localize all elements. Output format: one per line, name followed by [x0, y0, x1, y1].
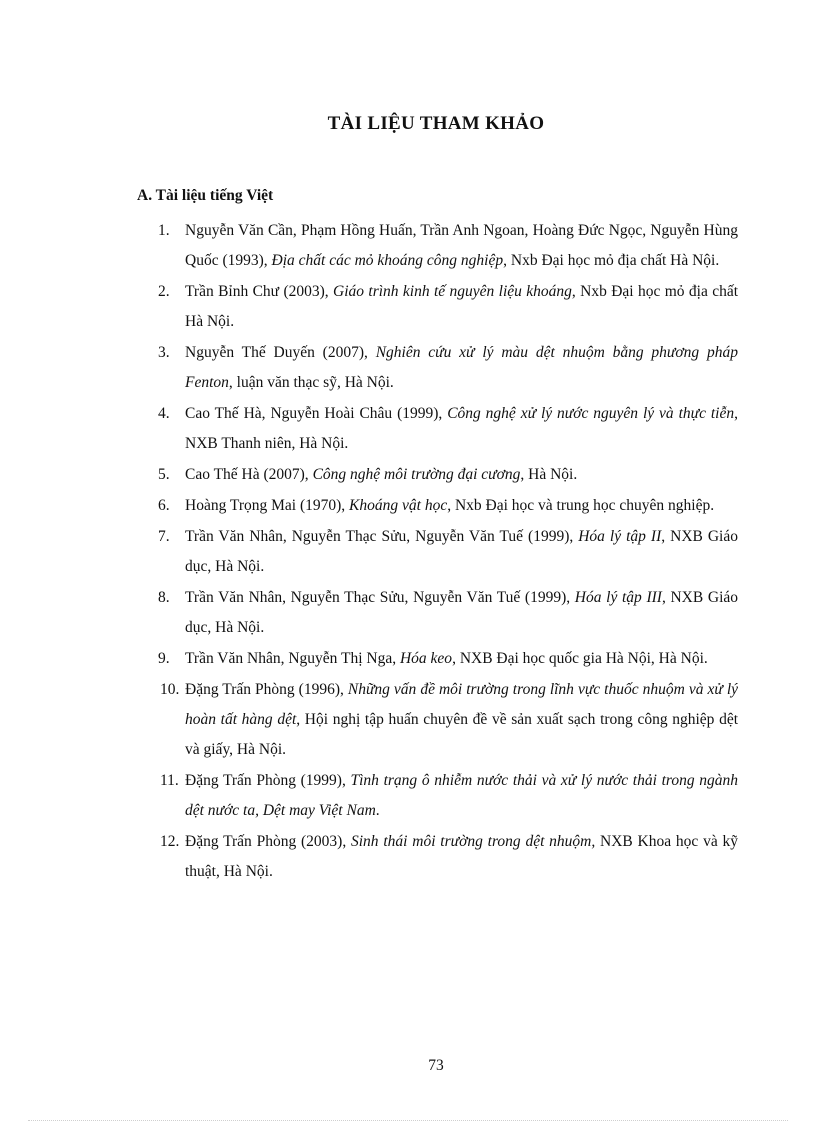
reference-title: Khoáng vật học	[349, 497, 448, 514]
reference-publisher: , NXB Đại học quốc gia Hà Nội, Hà Nội.	[452, 650, 708, 667]
reference-item	[0, 399, 738, 459]
reference-authors: Trần Bỉnh Chư (2003),	[185, 283, 334, 300]
reference-number: 8.	[158, 589, 170, 606]
reference-title: Sinh thái môi trường trong dệt nhuộm,	[351, 833, 596, 850]
reference-authors: Nguyễn Văn Cần, Phạm Hồng Huấn, Trần Anh Ngoan, Hoàng Đức Ngọc, Nguyễn Hùng Quốc (1993),	[185, 222, 738, 269]
reference-authors: Cao Thế Hà, Nguyễn Hoài Châu (1999),	[185, 405, 448, 422]
reference-number: 6.	[158, 497, 170, 514]
reference-publisher: , NXB Giáo dục, Hà Nội.	[185, 589, 739, 636]
reference-authors: Trần Văn Nhân, Nguyễn Thạc Sửu, Nguyễn Văn Tuế (1999),	[185, 589, 575, 606]
reference-list	[0, 216, 816, 888]
reference-title: Hóa keo	[399, 650, 453, 667]
page-number: 73	[428, 1057, 444, 1074]
reference-title: Hóa lý tập III	[574, 589, 662, 606]
reference-authors: Trần Văn Nhân, Nguyễn Thị Nga,	[185, 650, 400, 667]
reference-number: 5.	[158, 466, 170, 483]
reference-item	[0, 766, 738, 826]
reference-title: Nghiên cứu xử lý màu dệt nhuộm bằng phương pháp Fenton	[185, 344, 738, 391]
reference-item	[0, 583, 738, 643]
reference-number: 10.	[160, 681, 180, 698]
reference-number: 1.	[158, 222, 170, 239]
reference-publisher: NXB Khoa học và kỹ thuật, Hà Nội.	[185, 833, 739, 880]
reference-number: 12.	[160, 833, 180, 850]
section-heading-a: A. Tài liệu tiếng Việt	[137, 187, 274, 204]
reference-item	[0, 277, 738, 337]
reference-item	[0, 460, 738, 490]
reference-publisher: , Hà Nội.	[520, 466, 578, 483]
reference-title: Địa chất các mỏ khoáng công nghiệp	[271, 252, 504, 269]
reference-publisher: , Hội nghị tập huấn chuyên đề về sản xuất sạch trong công nghiệp dệt và giấy, Hà Nội.	[185, 711, 739, 758]
reference-number: 2.	[158, 283, 170, 300]
reference-authors: Đặng Trấn Phòng (1999),	[185, 772, 351, 789]
reference-publisher: , NXB Giáo dục, Hà Nội.	[185, 528, 738, 575]
reference-number: 7.	[158, 528, 170, 545]
reference-title: Công nghệ môi trường đại cương	[312, 466, 521, 483]
reference-publisher: , Nxb Đại học mỏ địa chất Hà Nội.	[503, 252, 720, 269]
reference-authors: Cao Thế Hà (2007),	[185, 466, 313, 483]
footer-divider	[28, 1120, 788, 1121]
reference-item	[0, 216, 738, 276]
reference-authors: Nguyễn Thế Duyến (2007),	[185, 344, 376, 361]
reference-publisher: .	[375, 802, 380, 819]
reference-item	[0, 675, 738, 765]
reference-title: Tình trạng ô nhiễm nước thải và xử lý nước thải trong ngành dệt nước ta, Dệt may Việt Nam	[185, 772, 738, 819]
reference-authors: Đặng Trấn Phòng (2003),	[185, 833, 351, 850]
reference-title: Công nghệ xử lý nước nguyên lý và thực tiễn	[447, 405, 735, 422]
reference-publisher: , NXB Thanh niên, Hà Nội.	[185, 405, 738, 452]
reference-authors: Trần Văn Nhân, Nguyễn Thạc Sửu, Nguyễn Văn Tuế (1999),	[185, 528, 579, 545]
reference-number: 4.	[158, 405, 170, 422]
reference-item	[0, 827, 738, 887]
reference-item	[0, 644, 738, 674]
reference-item	[0, 522, 738, 582]
reference-title: Hóa lý tập II	[578, 528, 662, 545]
reference-authors: Đặng Trấn Phòng (1996),	[185, 681, 348, 698]
reference-publisher: , Nxb Đại học mỏ địa chất Hà Nội.	[185, 283, 739, 330]
reference-number: 9.	[158, 650, 170, 667]
reference-authors: Hoàng Trọng Mai (1970),	[185, 497, 350, 514]
reference-number: 11.	[160, 772, 179, 789]
reference-number: 3.	[158, 344, 170, 361]
reference-publisher: , luận văn thạc sỹ, Hà Nội.	[228, 374, 394, 391]
reference-title: Những vấn đề môi trường trong lĩnh vực thuốc nhuộm và xử lý hoàn tất hàng dệt	[185, 681, 738, 728]
reference-item	[0, 491, 738, 521]
reference-item	[0, 338, 738, 398]
page-title: TÀI LIỆU THAM KHẢO	[327, 113, 545, 134]
reference-publisher: , Nxb Đại học và trung học chuyên nghiệp.	[447, 497, 715, 514]
reference-title: Giáo trình kinh tế nguyên liệu khoáng	[333, 283, 572, 300]
